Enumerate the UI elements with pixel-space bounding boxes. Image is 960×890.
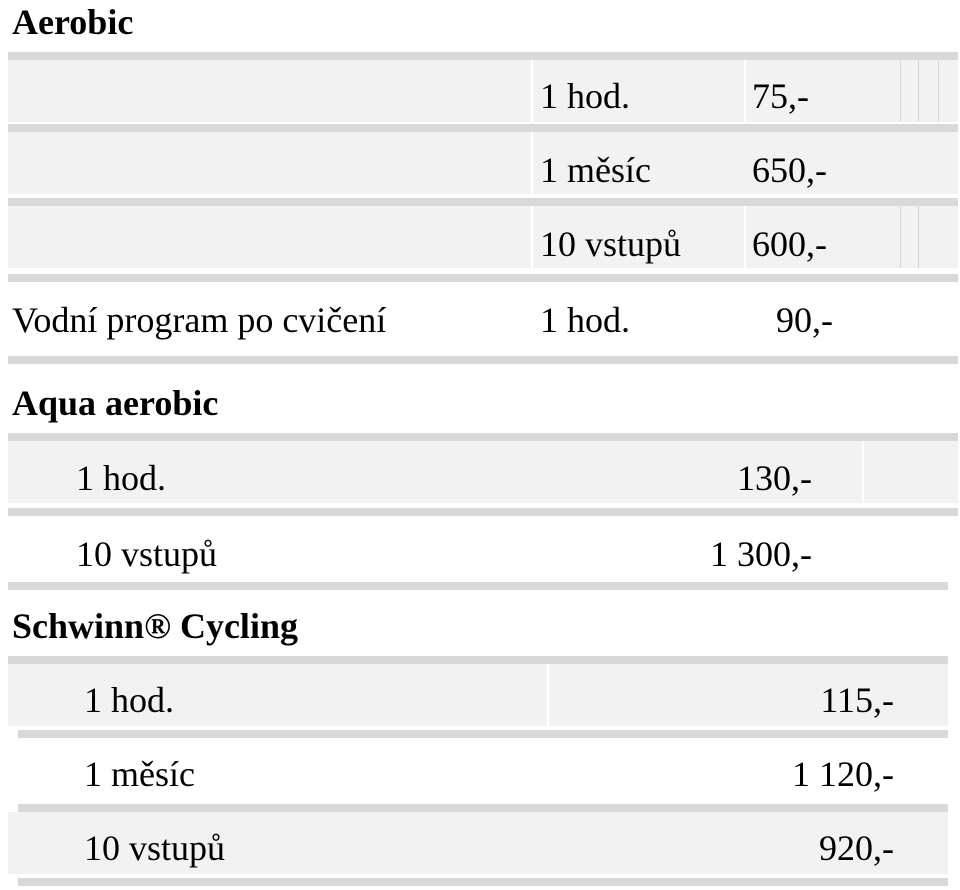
aerobic-row-2-duration: 1 měsíc [540, 150, 651, 190]
section-title-aqua-aerobic: Aqua aerobic [12, 383, 219, 423]
aqua-row-2-duration: 10 vstupů [76, 534, 218, 574]
section-title-aerobic: Aerobic [12, 2, 134, 42]
column-separator [862, 441, 864, 503]
cycling-row-1-duration: 1 hod. [84, 680, 174, 720]
aerobic-row-4-label: Vodní program po cvičení [12, 300, 387, 340]
row-divider [8, 356, 958, 364]
column-separator [531, 60, 533, 122]
column-edge [918, 60, 919, 122]
aerobic-row-4-price: 90,- [776, 300, 833, 340]
aerobic-row-4-duration: 1 hod. [540, 300, 630, 340]
aerobic-row-1-duration: 1 hod. [540, 76, 630, 116]
aerobic-row-3-price: 600,- [752, 224, 827, 264]
column-separator [744, 60, 746, 122]
column-separator [531, 206, 533, 268]
row-divider [8, 582, 948, 590]
table-row-background [8, 60, 958, 122]
section-title-schwinn-cycling: Schwinn® Cycling [12, 606, 298, 646]
row-divider [18, 804, 948, 812]
aerobic-row-1-price: 75,- [752, 76, 809, 116]
row-divider [18, 730, 948, 738]
row-divider [8, 274, 958, 282]
cycling-row-3-duration: 10 vstupů [84, 828, 226, 868]
row-divider [8, 433, 958, 441]
aerobic-row-3-duration: 10 vstupů [540, 224, 682, 264]
column-separator [744, 206, 746, 268]
row-divider [8, 124, 958, 132]
row-divider [8, 52, 958, 60]
row-divider [8, 508, 958, 516]
column-edge [900, 206, 901, 268]
aqua-row-1-duration: 1 hod. [76, 458, 166, 498]
aqua-row-1-price: 130,- [737, 458, 812, 498]
cycling-row-1-price: 115,- [820, 680, 894, 720]
row-divider [8, 198, 958, 206]
column-separator [531, 132, 533, 194]
aerobic-row-2-price: 650,- [752, 150, 827, 190]
row-divider [8, 656, 948, 664]
aqua-row-2-price: 1 300,- [710, 534, 812, 574]
column-edge [918, 206, 919, 268]
column-edge [900, 60, 901, 122]
cycling-row-2-price: 1 120,- [792, 754, 894, 794]
row-divider [18, 878, 948, 886]
column-separator [547, 664, 549, 726]
cycling-row-3-price: 920,- [819, 828, 894, 868]
cycling-row-2-duration: 1 měsíc [84, 754, 195, 794]
column-edge [938, 60, 939, 122]
